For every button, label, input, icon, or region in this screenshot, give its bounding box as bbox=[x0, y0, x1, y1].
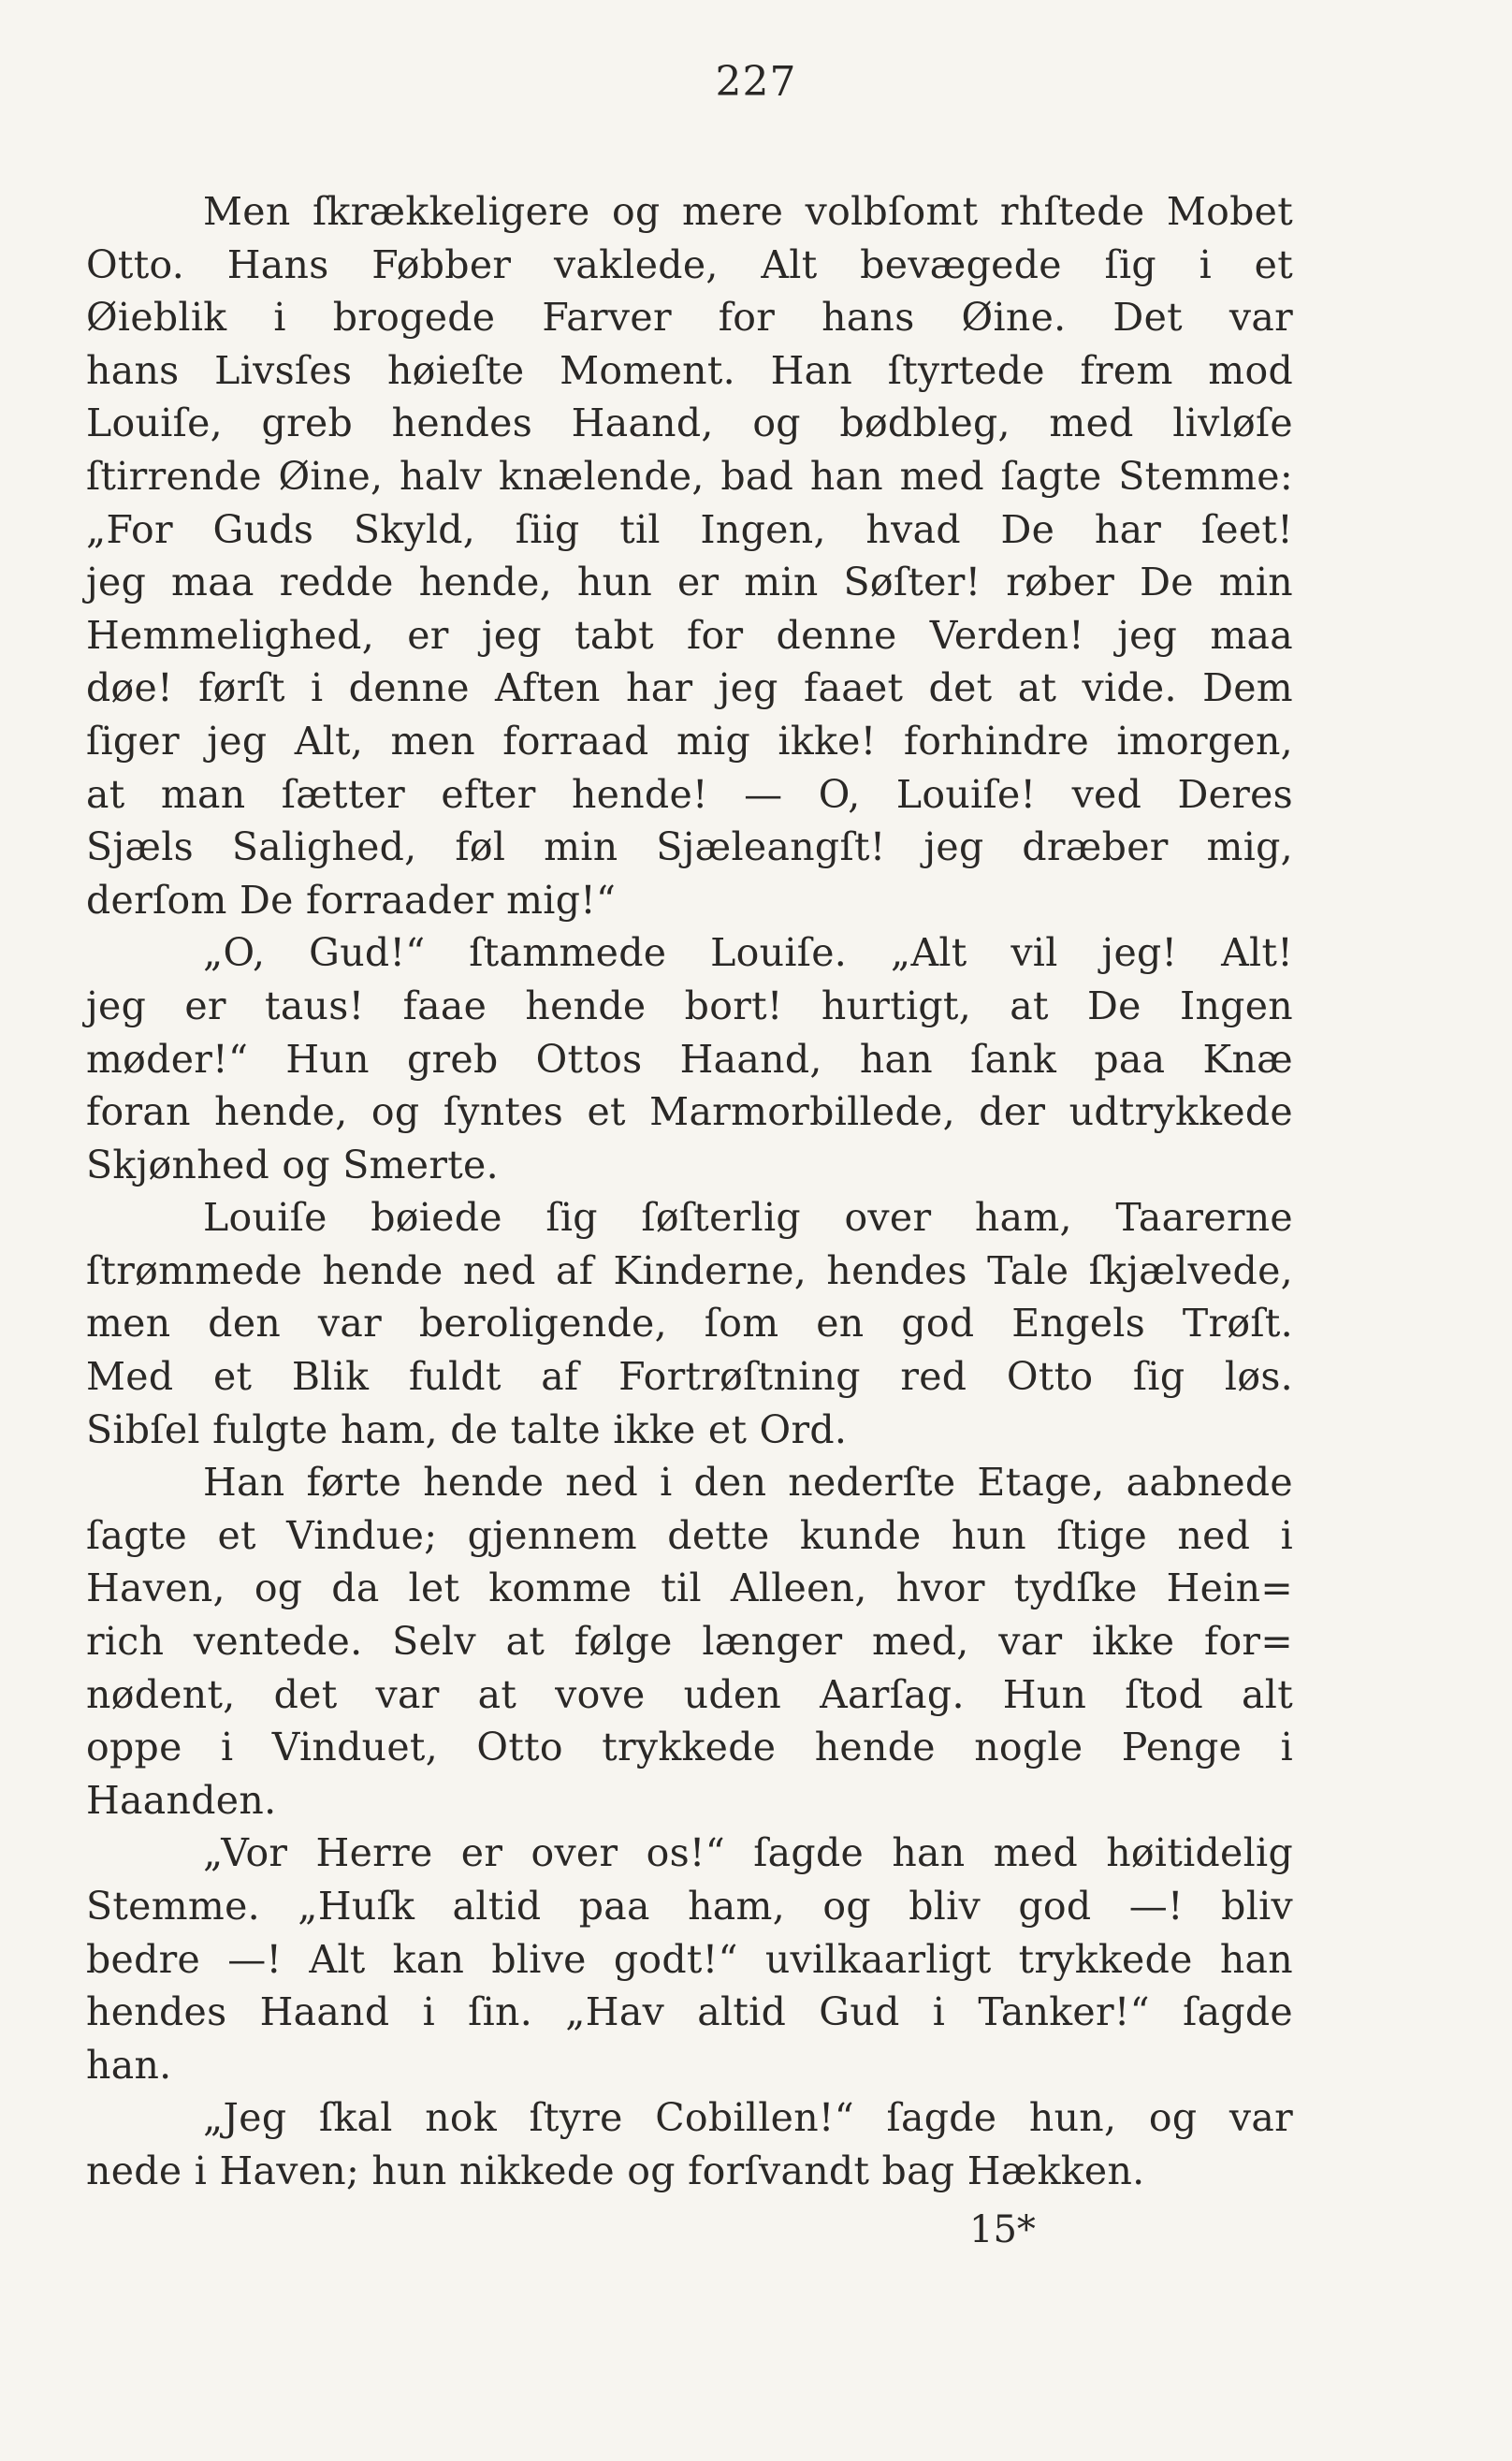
text-line: Louiſe, greb hendes Haand, og bødbleg, med livløſe bbox=[86, 400, 1293, 446]
text-line: han. bbox=[86, 2042, 172, 2088]
text-line: Øieblik i brogede Farver for hans Øine. Det var bbox=[86, 295, 1293, 341]
text-line: ſtirrende Øine, halv knælende, bad han med ſagte Stemme: bbox=[86, 453, 1293, 499]
text-line: „Vor Herre er over os!“ ſagde han med høitidelig bbox=[203, 1830, 1293, 1876]
text-line: jeg maa redde hende, hun er min Søſter! røber De min bbox=[86, 560, 1293, 605]
text-line: foran hende, og ſyntes et Marmorbillede, der udtrykkede bbox=[86, 1089, 1293, 1135]
signature-mark: 15* bbox=[969, 2208, 1036, 2251]
text-line: hans Livsſes høieſte Moment. Han ſtyrtede frem mod bbox=[86, 347, 1293, 393]
text-line: Han førte hende ned i den nederſte Etage, aabnede bbox=[203, 1460, 1293, 1506]
text-line: ſtrømmede hende ned af Kinderne, hendes Tale ſkjælvede, bbox=[86, 1247, 1293, 1293]
text-line: Med et Blik fuldt af Fortrøſtning red Otto ſig løs. bbox=[86, 1354, 1293, 1400]
text-line: døe! førſt i denne Aften har jeg faaet det at vide. Dem bbox=[86, 665, 1293, 711]
text-line: ſiger jeg Alt, men forraad mig ikke! forhindre imorgen, bbox=[86, 718, 1293, 764]
text-line: Sibſel fulgte ham, de talte ikke et Ord. bbox=[86, 1406, 848, 1452]
text-line: „For Guds Skyld, ſiig til Ingen, hvad De har ſeet! bbox=[86, 506, 1293, 552]
text-line: rich ventede. Selv at følge længer med, var ikke for= bbox=[86, 1619, 1293, 1665]
text-line: Haanden. bbox=[86, 1777, 277, 1823]
text-line: nede i Haven; hun nikkede og forſvandt bag Hækken. bbox=[86, 2148, 1145, 2193]
text-line: men den var beroligende, ſom en god Engels Trøſt. bbox=[86, 1301, 1293, 1347]
text-line: ſagte et Vindue; gjennem dette kunde hun ſtige ned i bbox=[86, 1512, 1293, 1558]
text-line: hendes Haand i ſin. „Hav altid Gud i Tanker!“ ſagde bbox=[86, 1989, 1293, 2035]
text-line: Louiſe bøiede ſig ſøſterlig over ham, Taarerne bbox=[203, 1195, 1293, 1241]
text-line: Men ſkrækkeligere og mere volbſomt rhſtede Mobet bbox=[203, 189, 1293, 234]
text-line: nødent, det var at vove uden Aarſag. Hun ſtod alt bbox=[86, 1671, 1293, 1717]
text-line: Haven, og da let komme til Alleen, hvor tydſke Hein= bbox=[86, 1565, 1293, 1611]
text-line: Sjæls Salighed, føl min Sjæleangſt! jeg dræber mig, bbox=[86, 824, 1293, 870]
text-line: derſom De forraader mig!“ bbox=[86, 877, 617, 923]
text-line: „Jeg ſkal nok ſtyre Cobillen!“ ſagde hun, og var bbox=[203, 2095, 1293, 2141]
text-line: oppe i Vinduet, Otto trykkede hende nogle Penge i bbox=[86, 1725, 1293, 1770]
text-line: Hemmelighed, er jeg tabt for denne Verden! jeg maa bbox=[86, 612, 1293, 658]
text-line: at man ſætter efter hende! — O, Louiſe! ved Deres bbox=[86, 771, 1293, 817]
text-line: Skjønhed og Smerte. bbox=[86, 1142, 499, 1187]
text-line: Stemme. „Huſk altid paa ham, og bliv god —! bliv bbox=[86, 1884, 1293, 1929]
text-line: møder!“ Hun greb Ottos Haand, han ſank paa Knæ bbox=[86, 1036, 1293, 1082]
text-line: bedre —! Alt kan blive godt!“ uvilkaarligt trykkede han bbox=[86, 1936, 1293, 1982]
page-number: 227 bbox=[715, 58, 797, 106]
text-line: „O, Gud!“ ſtammede Louiſe. „Alt vil jeg! Alt! bbox=[203, 930, 1293, 976]
text-line: Otto. Hans Føbber vaklede, Alt bevægede ſig i et bbox=[86, 241, 1293, 287]
text-line: jeg er taus! faae hende bort! hurtigt, at De Ingen bbox=[86, 983, 1293, 1028]
body-text bbox=[86, 185, 1293, 2198]
